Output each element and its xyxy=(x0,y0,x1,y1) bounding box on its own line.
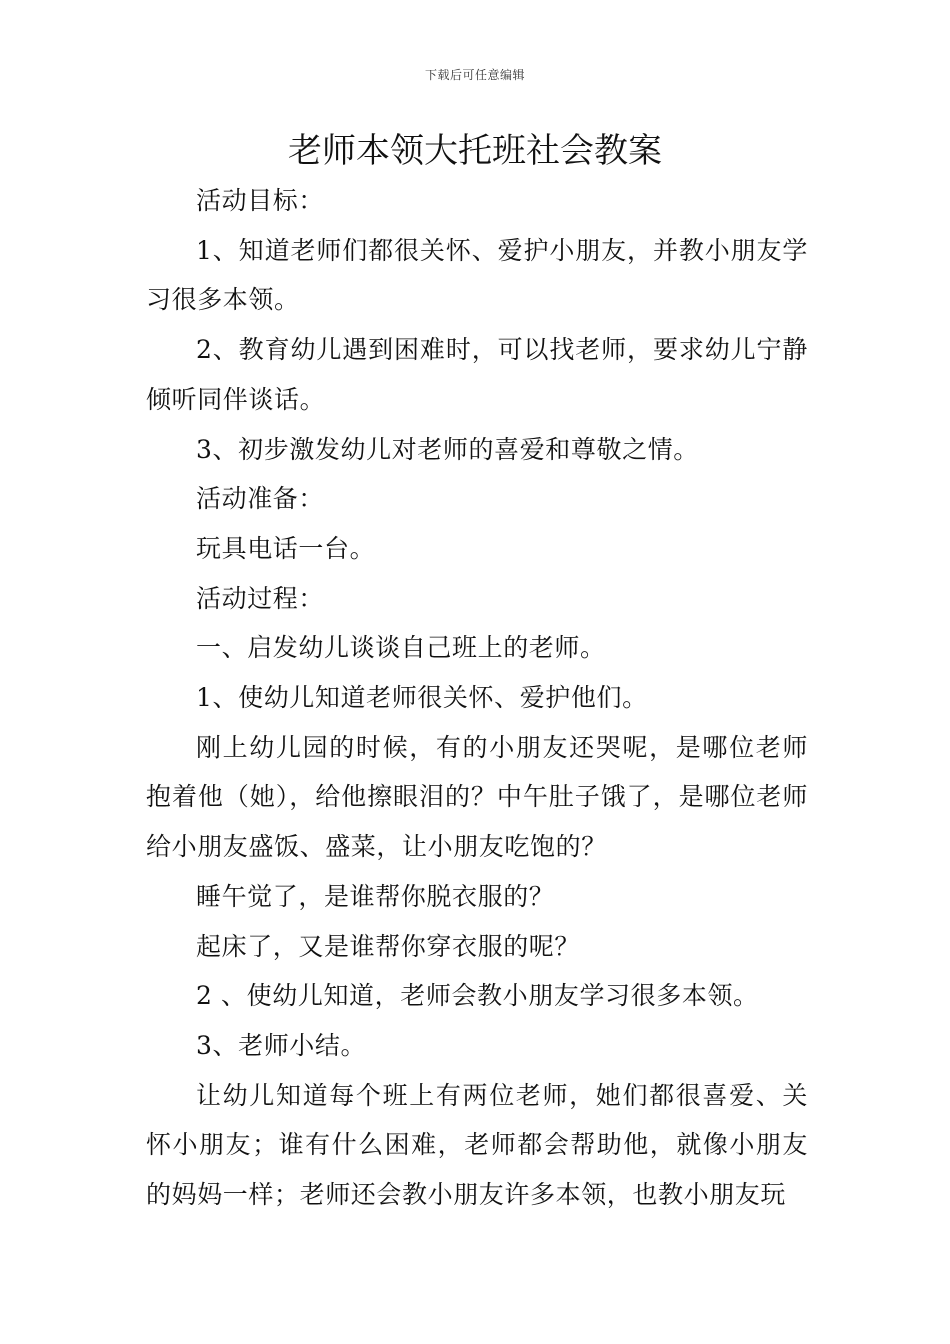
paragraph-step-one-3: 3、老师小结。 xyxy=(196,1030,367,1060)
paragraph-step-one: 一、启发幼儿谈谈自己班上的老师。 xyxy=(196,633,606,663)
paragraph-process-heading: 活动过程： xyxy=(196,583,325,613)
paragraph-preparation-item: 玩具电话一台。 xyxy=(196,533,376,563)
document-body xyxy=(146,176,808,1220)
paragraph-objective-3: 3、初步激发幼儿对老师的喜爱和尊敬之情。 xyxy=(196,434,699,464)
header-note: 下载后可任意编辑 xyxy=(424,68,525,82)
paragraph-text: 刚上幼儿园的时候，有的小朋友还哭呢，是哪位老师抱着他（她），给他擦眼泪的？中午肚子饿了，是哪位老师给小朋友盛饭、盛菜，让小朋友吃饱的？ xyxy=(146,732,808,862)
document-title: 老师本领大托班社会教案 xyxy=(288,131,662,171)
paragraph-preparation-heading: 活动准备： xyxy=(196,484,325,514)
paragraph-objective-1: 1、知道老师们都很关怀、爱护小朋友，并教小朋友学习很多本领。 xyxy=(146,235,808,315)
paragraph-text: 睡午觉了，是谁帮你脱衣服的？ xyxy=(196,881,555,911)
paragraph-objective-2: 2、教育幼儿遇到困难时，可以找老师，要求幼儿宁静倾听同伴谈话。 xyxy=(146,335,808,414)
paragraph-step-one-1: 1、使幼儿知道老师很关怀、爱护他们。 xyxy=(196,683,648,713)
paragraph-step-one-2: 2 、使幼儿知道，老师会教小朋友学习很多本领。 xyxy=(196,981,759,1011)
paragraph-objectives-heading: 活动目标： xyxy=(196,186,325,215)
paragraph-text: 起床了，又是谁帮你穿衣服的呢？ xyxy=(196,931,581,961)
paragraph-text: 让幼儿知道每个班上有两位老师，她们都很喜爱、关怀小朋友；谁有什么困难，老师都会帮助他，就像小朋友的妈妈一样；老师还会教小朋友许多本领，也教小朋友玩 xyxy=(146,1080,808,1210)
